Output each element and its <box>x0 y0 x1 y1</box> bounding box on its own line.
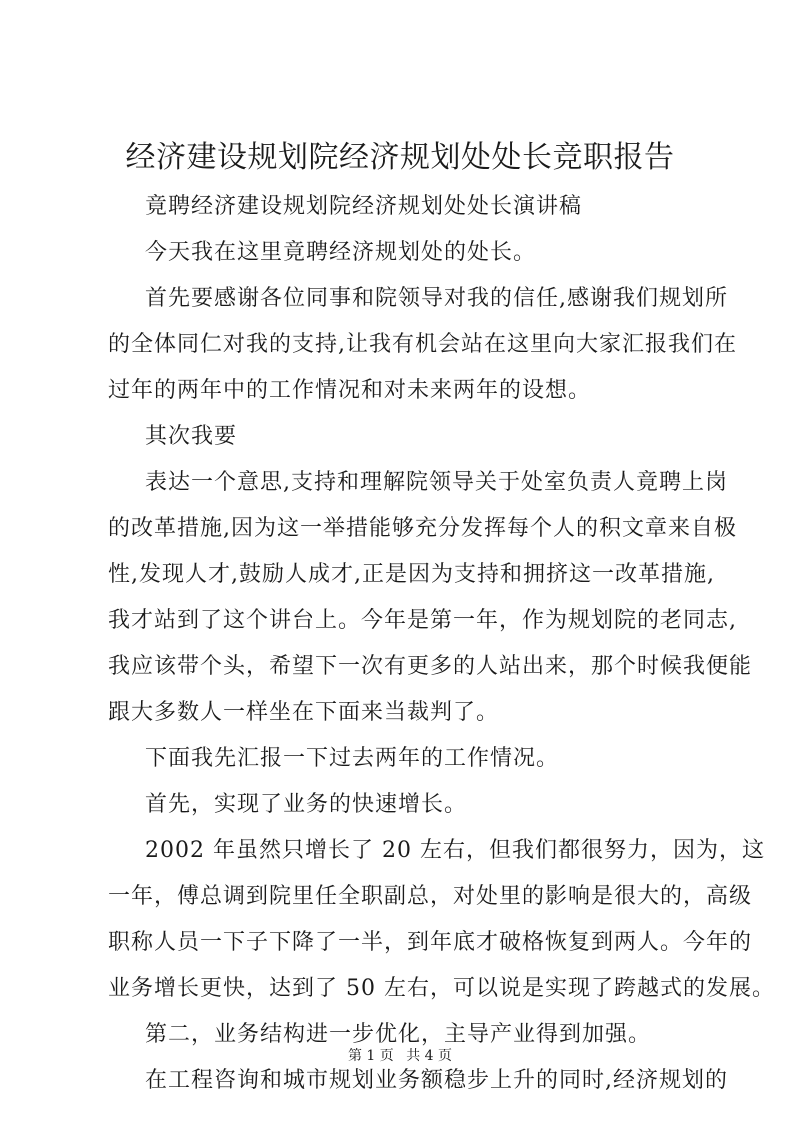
text-line: 在工程咨询和城市规划业务额稳步上升的同时,经济规划的 <box>145 1068 728 1093</box>
text-line: 过年的两年中的工作情况和对未来两年的设想。 <box>108 378 592 403</box>
text-line: 跟大多数人一样坐在下面来当裁判了。 <box>108 700 500 725</box>
text-line: 一年，傅总调到院里任全职副总，对处里的影响是很大的，高级 <box>108 884 753 909</box>
page-number: 第 1 页 <box>347 1048 394 1064</box>
page-footer <box>0 1046 800 1066</box>
document-title: 经济建设规划院经济规划处处长竞职报告 <box>125 140 675 175</box>
text-line: 的改革措施,因为这一举措能够充分发挥每个人的积文章来自极 <box>108 516 737 541</box>
text-line: 表达一个意思,支持和理解院领导关于处室负责人竟聘上岗 <box>145 470 728 495</box>
text-line: 下面我先汇报一下过去两年的工作情况。 <box>145 746 560 771</box>
text-line: 竟聘经济建设规划院经济规划处处长演讲稿 <box>145 194 583 219</box>
document-body <box>108 184 775 1104</box>
text-line: 职称人员一下子下降了一半，到年底才破格恢复到两人。今年的 <box>108 930 753 955</box>
text-line: 性,发现人才,鼓励人成才,正是因为支持和拥挤这一改革措施, <box>108 562 715 587</box>
text-line: 我应该带个头，希望下一次有更多的人站出来，那个时候我便能 <box>108 654 753 679</box>
text-line: 业务增长更快，达到了 50 左右，可以说是实现了跨越式的发展。 <box>108 976 775 1001</box>
text-line: 我才站到了这个讲台上。今年是第一年，作为规划院的老同志, <box>108 608 737 633</box>
page-total: 共 4 页 <box>406 1048 453 1064</box>
text-line: 的全体同仁对我的支持,让我有机会站在这里向大家汇报我们在 <box>108 332 737 357</box>
text-line: 第二，业务结构进一步优化，主导产业得到加强。 <box>145 1022 652 1047</box>
text-line: 首先要感谢各位同事和院领导对我的信任,感谢我们规划所 <box>145 286 728 311</box>
text-line: 2002 年虽然只增长了 20 左右，但我们都很努力，因为，这 <box>145 838 765 863</box>
text-line: 今天我在这里竟聘经济规划处的处长。 <box>145 240 537 265</box>
text-line: 首先，实现了业务的快速增长。 <box>145 792 468 817</box>
text-line: 其次我要 <box>145 424 238 449</box>
